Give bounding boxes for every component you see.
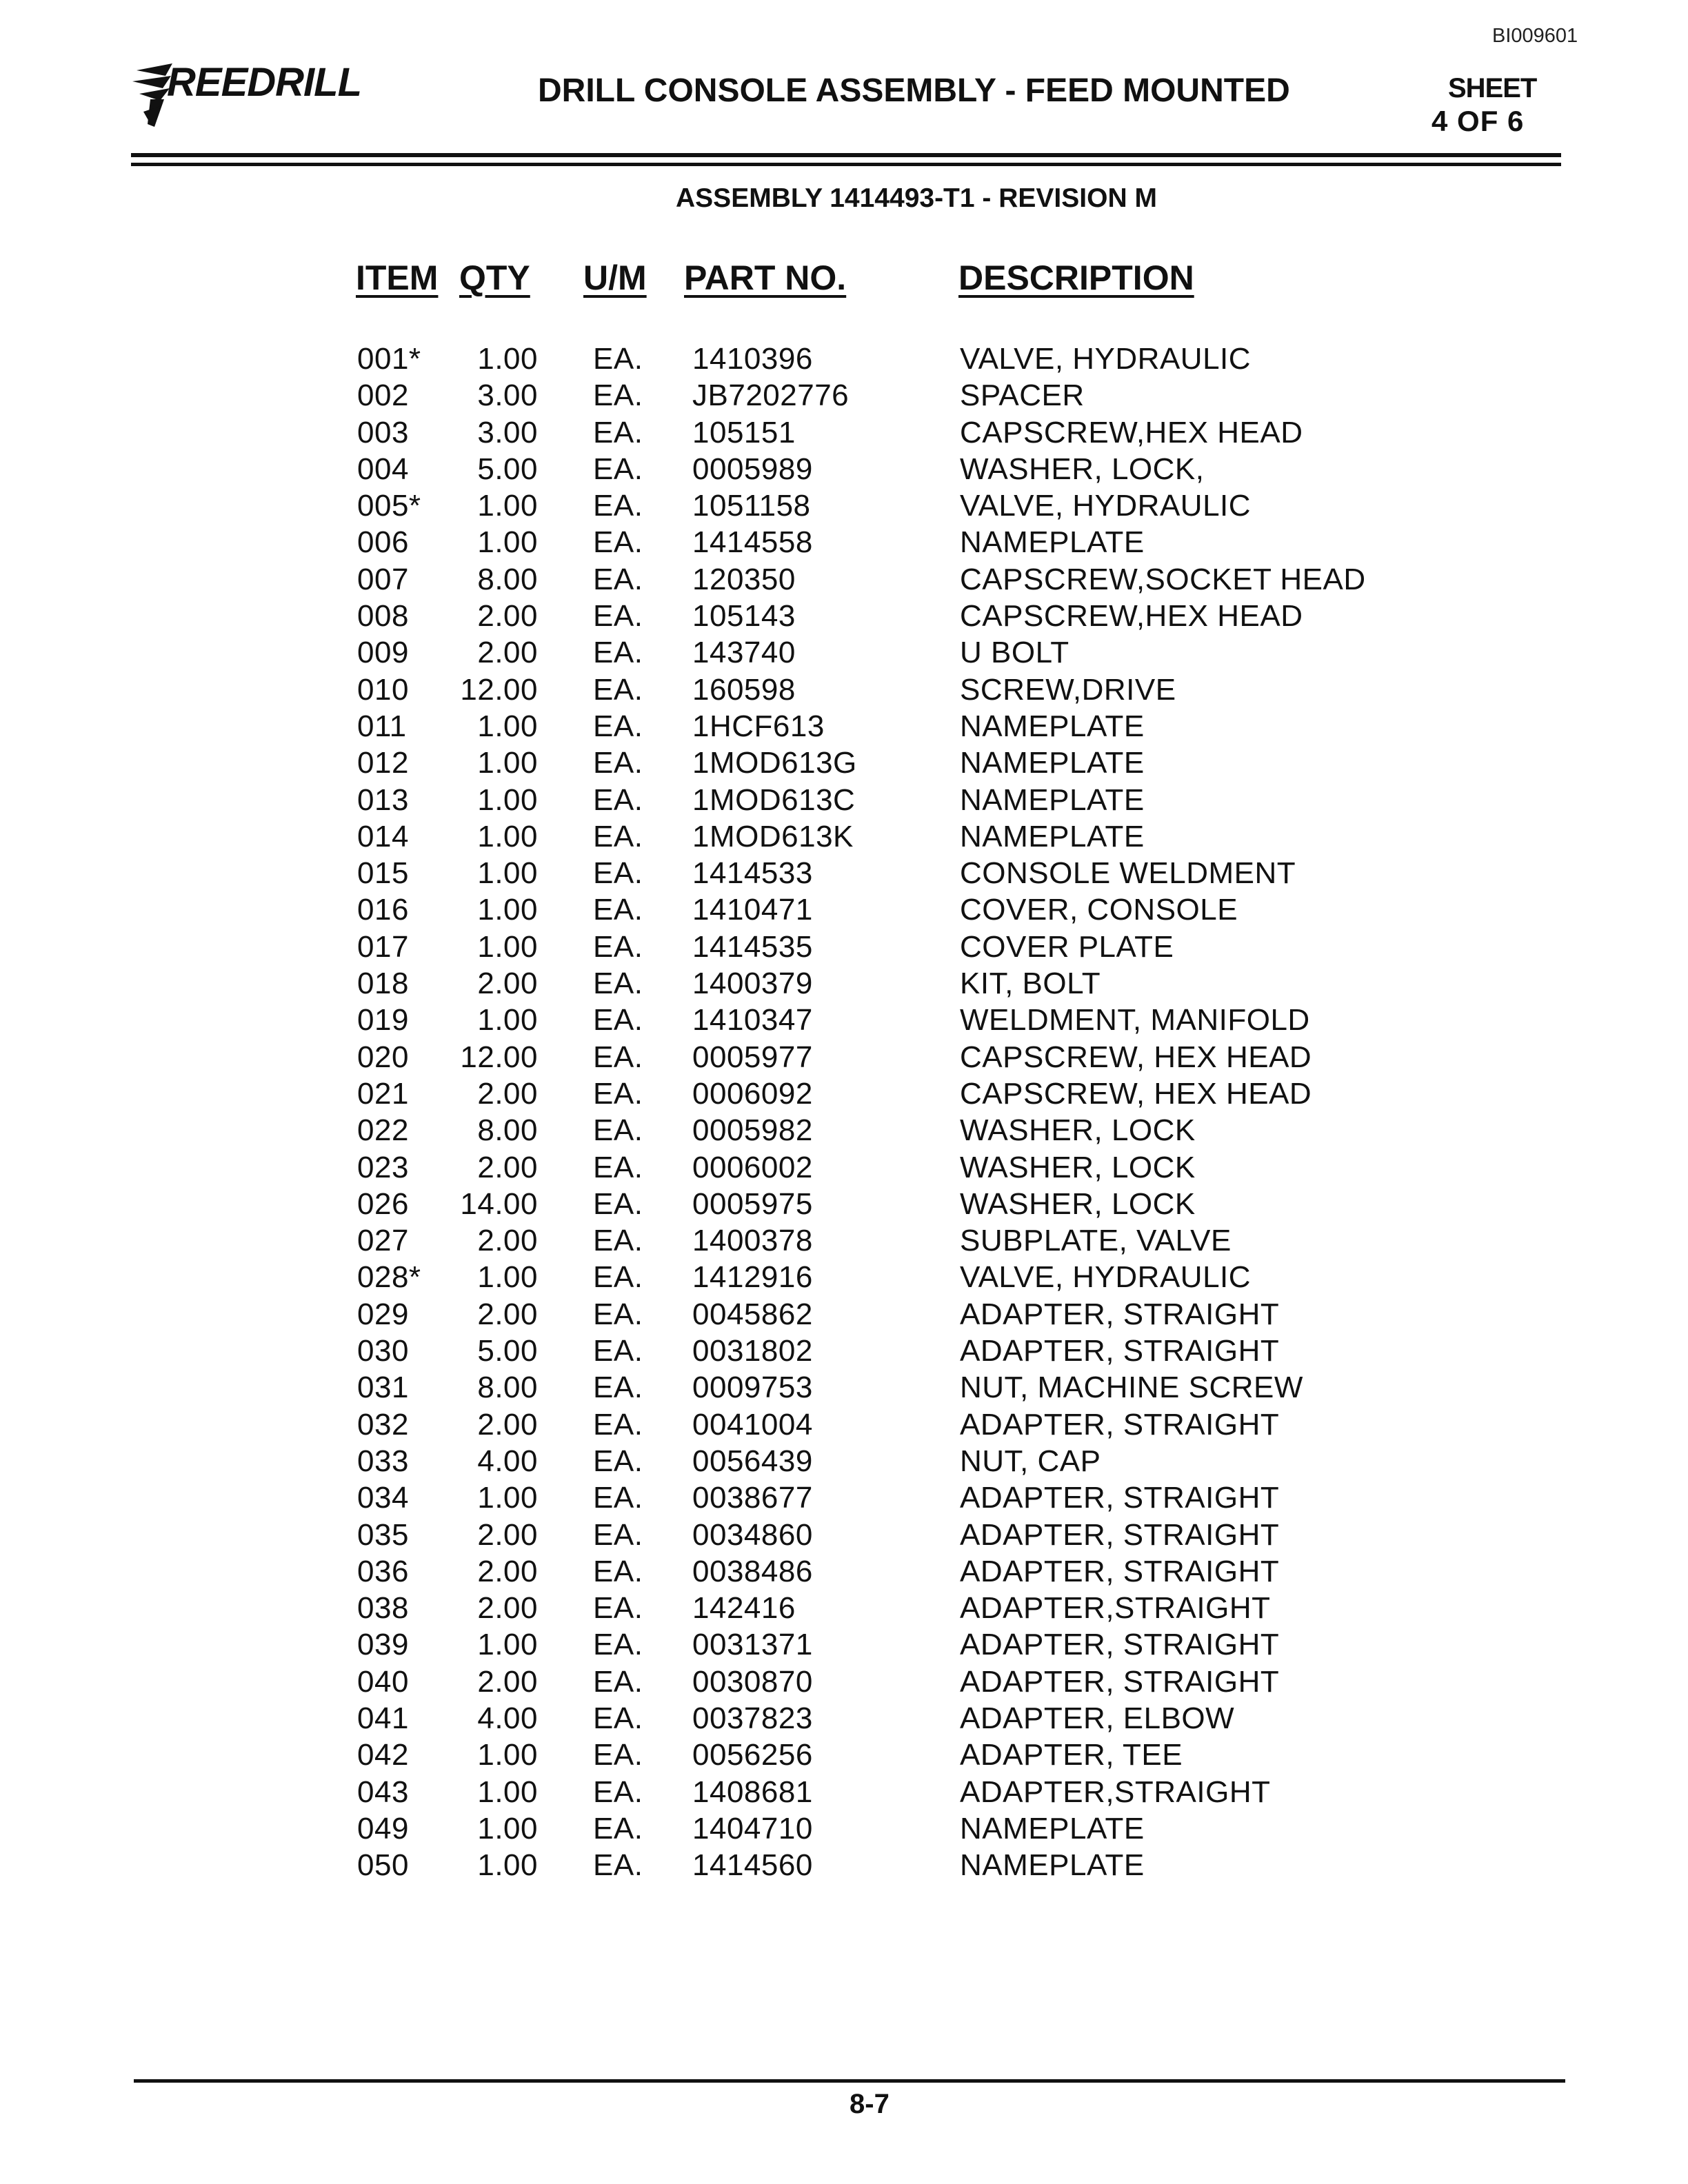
item-number: 015 [357, 856, 409, 891]
unit-of-measure: EA. [593, 562, 643, 596]
part-number: 1414533 [692, 856, 813, 891]
quantity: 2.00 [477, 1150, 538, 1184]
table-row [0, 1443, 1688, 1479]
quantity: 1.00 [477, 782, 538, 817]
table-row [0, 1479, 1688, 1516]
description: ADAPTER, STRAIGHT [960, 1664, 1280, 1699]
item-number: 050 [357, 1848, 409, 1883]
part-number: 0031371 [692, 1628, 813, 1662]
unit-of-measure: EA. [593, 1113, 643, 1148]
quantity: 8.00 [477, 562, 538, 596]
part-number: 1412916 [692, 1260, 813, 1295]
part-number: 0005975 [692, 1186, 813, 1221]
item-number: 031 [357, 1371, 409, 1405]
description: NUT, CAP [960, 1444, 1101, 1478]
part-number: 1MOD613G [692, 746, 857, 780]
table-row [0, 1810, 1688, 1847]
part-number: 142416 [692, 1591, 796, 1626]
sheet-label: SHEET [1448, 73, 1537, 103]
table-row [0, 965, 1688, 1002]
description: ADAPTER, TEE [960, 1738, 1183, 1772]
unit-of-measure: EA. [593, 1407, 643, 1442]
description: NAMEPLATE [960, 819, 1145, 853]
item-number: 018 [357, 967, 409, 1001]
part-number: 0038486 [692, 1554, 813, 1588]
quantity: 2.00 [477, 1407, 538, 1442]
description: ADAPTER, STRAIGHT [960, 1628, 1280, 1662]
item-number: 042 [357, 1738, 409, 1772]
table-row [0, 1333, 1688, 1369]
item-number: 036 [357, 1554, 409, 1588]
item-number: 033 [357, 1444, 409, 1478]
item-number: 001* [357, 342, 421, 376]
table-row [0, 1406, 1688, 1443]
table-row [0, 891, 1688, 928]
unit-of-measure: EA. [593, 672, 643, 707]
table-row [0, 561, 1688, 598]
part-number: 105143 [692, 599, 796, 634]
quantity: 12.00 [460, 672, 538, 707]
unit-of-measure: EA. [593, 1444, 643, 1478]
header-rule-top [131, 153, 1561, 157]
table-row [0, 1002, 1688, 1038]
unit-of-measure: EA. [593, 599, 643, 634]
table-row [0, 1222, 1688, 1259]
description: WELDMENT, MANIFOLD [960, 1003, 1310, 1038]
description: WASHER, LOCK [960, 1150, 1196, 1184]
table-row [0, 855, 1688, 891]
item-number: 010 [357, 672, 409, 707]
table-row [0, 1590, 1688, 1626]
item-number: 049 [357, 1811, 409, 1846]
quantity: 3.00 [477, 415, 538, 449]
item-number: 020 [357, 1040, 409, 1074]
unit-of-measure: EA. [593, 1040, 643, 1074]
part-number: 0038677 [692, 1481, 813, 1515]
description: ADAPTER, STRAIGHT [960, 1407, 1280, 1442]
quantity: 8.00 [477, 1113, 538, 1148]
document-id: BI009601 [1492, 25, 1578, 47]
item-number: 016 [357, 893, 409, 927]
quantity: 2.00 [477, 599, 538, 634]
unit-of-measure: EA. [593, 819, 643, 853]
quantity: 1.00 [477, 856, 538, 891]
unit-of-measure: EA. [593, 1775, 643, 1809]
item-number: 008 [357, 599, 409, 634]
part-number: 1400378 [692, 1224, 813, 1258]
unit-of-measure: EA. [593, 1260, 643, 1295]
table-row [0, 1664, 1688, 1700]
table-row [0, 1186, 1688, 1222]
unit-of-measure: EA. [593, 1371, 643, 1405]
description: ADAPTER, ELBOW [960, 1701, 1235, 1735]
quantity: 1.00 [477, 489, 538, 523]
part-number: 1410396 [692, 342, 813, 376]
item-number: 043 [357, 1775, 409, 1809]
item-number: 009 [357, 636, 409, 670]
item-number: 040 [357, 1664, 409, 1699]
unit-of-measure: EA. [593, 1481, 643, 1515]
part-number: 160598 [692, 672, 796, 707]
table-row [0, 929, 1688, 965]
unit-of-measure: EA. [593, 1076, 643, 1111]
unit-of-measure: EA. [593, 342, 643, 376]
part-number: 0056439 [692, 1444, 813, 1478]
unit-of-measure: EA. [593, 1848, 643, 1883]
description: CAPSCREW, HEX HEAD [960, 1076, 1312, 1111]
column-header-um: U/M [583, 259, 647, 297]
description: SCREW,DRIVE [960, 672, 1176, 707]
item-number: 023 [357, 1150, 409, 1184]
table-row [0, 1149, 1688, 1186]
part-number: 1404710 [692, 1811, 813, 1846]
unit-of-measure: EA. [593, 1811, 643, 1846]
footer-rule [134, 2079, 1565, 2083]
part-number: 1051158 [692, 489, 811, 523]
table-row [0, 1700, 1688, 1737]
table-row [0, 451, 1688, 487]
quantity: 2.00 [477, 1076, 538, 1111]
table-row [0, 1369, 1688, 1406]
column-header-item: ITEM [356, 259, 439, 297]
unit-of-measure: EA. [593, 636, 643, 670]
item-number: 012 [357, 746, 409, 780]
quantity: 2.00 [477, 1554, 538, 1588]
unit-of-measure: EA. [593, 1003, 643, 1038]
unit-of-measure: EA. [593, 746, 643, 780]
unit-of-measure: EA. [593, 1186, 643, 1221]
part-number: 1410471 [692, 893, 813, 927]
table-row [0, 377, 1688, 414]
description: ADAPTER, STRAIGHT [960, 1517, 1280, 1552]
description: WASHER, LOCK, [960, 452, 1205, 486]
table-row [0, 671, 1688, 708]
description: NAMEPLATE [960, 782, 1145, 817]
description: VALVE, HYDRAULIC [960, 1260, 1252, 1295]
item-number: 038 [357, 1591, 409, 1626]
description: NAMEPLATE [960, 1848, 1145, 1883]
quantity: 2.00 [477, 1517, 538, 1552]
table-row [0, 1517, 1688, 1553]
item-number: 030 [357, 1334, 409, 1368]
item-number: 014 [357, 819, 409, 853]
unit-of-measure: EA. [593, 1554, 643, 1588]
quantity: 5.00 [477, 1334, 538, 1368]
table-row [0, 1626, 1688, 1663]
quantity: 2.00 [477, 967, 538, 1001]
table-row [0, 598, 1688, 634]
item-number: 005* [357, 489, 421, 523]
description: COVER PLATE [960, 929, 1174, 964]
part-number: 0056256 [692, 1738, 813, 1772]
description: NAMEPLATE [960, 1811, 1145, 1846]
unit-of-measure: EA. [593, 1664, 643, 1699]
part-number: 0005977 [692, 1040, 813, 1074]
quantity: 1.00 [477, 709, 538, 743]
header-rule-bottom [131, 163, 1561, 166]
table-row [0, 1737, 1688, 1773]
description: WASHER, LOCK [960, 1186, 1196, 1221]
table-row [0, 1847, 1688, 1883]
description: U BOLT [960, 636, 1069, 670]
unit-of-measure: EA. [593, 856, 643, 891]
description: NAMEPLATE [960, 709, 1145, 743]
part-number: 1MOD613K [692, 819, 854, 853]
quantity: 1.00 [477, 1738, 538, 1772]
part-number: 0006092 [692, 1076, 813, 1111]
quantity: 1.00 [477, 342, 538, 376]
quantity: 2.00 [477, 1664, 538, 1699]
table-row [0, 818, 1688, 855]
quantity: 8.00 [477, 1371, 538, 1405]
part-number: 1414535 [692, 929, 813, 964]
item-number: 017 [357, 929, 409, 964]
unit-of-measure: EA. [593, 415, 643, 449]
quantity: 12.00 [460, 1040, 538, 1074]
quantity: 4.00 [477, 1701, 538, 1735]
table-row [0, 1774, 1688, 1810]
unit-of-measure: EA. [593, 1517, 643, 1552]
table-row [0, 634, 1688, 671]
quantity: 4.00 [477, 1444, 538, 1478]
item-number: 021 [357, 1076, 409, 1111]
unit-of-measure: EA. [593, 1628, 643, 1662]
quantity: 1.00 [477, 929, 538, 964]
sheet-number: 4 OF 6 [1431, 105, 1525, 137]
assembly-revision: ASSEMBLY 1414493-T1 - REVISION M [676, 183, 1157, 213]
description: KIT, BOLT [960, 967, 1101, 1001]
unit-of-measure: EA. [593, 782, 643, 817]
quantity: 14.00 [460, 1186, 538, 1221]
unit-of-measure: EA. [593, 1701, 643, 1735]
table-row [0, 1553, 1688, 1590]
description: NUT, MACHINE SCREW [960, 1371, 1303, 1405]
table-row [0, 487, 1688, 524]
part-number: 0037823 [692, 1701, 813, 1735]
description: ADAPTER,STRAIGHT [960, 1591, 1271, 1626]
table-row [0, 1075, 1688, 1112]
brand-wordmark: REEDRILL [167, 60, 361, 105]
description: SUBPLATE, VALVE [960, 1224, 1232, 1258]
part-number: 143740 [692, 636, 796, 670]
item-number: 002 [357, 378, 409, 413]
description: NAMEPLATE [960, 525, 1145, 560]
part-number: 0041004 [692, 1407, 813, 1442]
table-row [0, 782, 1688, 818]
part-number: 1MOD613C [692, 782, 856, 817]
quantity: 5.00 [477, 452, 538, 486]
unit-of-measure: EA. [593, 967, 643, 1001]
part-number: 0005989 [692, 452, 813, 486]
item-number: 007 [357, 562, 409, 596]
item-number: 041 [357, 1701, 409, 1735]
quantity: 2.00 [477, 1224, 538, 1258]
description: ADAPTER, STRAIGHT [960, 1297, 1280, 1331]
unit-of-measure: EA. [593, 378, 643, 413]
item-number: 013 [357, 782, 409, 817]
part-number: 1414558 [692, 525, 813, 560]
description: WASHER, LOCK [960, 1113, 1196, 1148]
item-number: 034 [357, 1481, 409, 1515]
item-number: 004 [357, 452, 409, 486]
item-number: 035 [357, 1517, 409, 1552]
quantity: 1.00 [477, 1628, 538, 1662]
quantity: 1.00 [477, 1848, 538, 1883]
quantity: 1.00 [477, 1811, 538, 1846]
quantity: 2.00 [477, 1297, 538, 1331]
unit-of-measure: EA. [593, 1591, 643, 1626]
description: COVER, CONSOLE [960, 893, 1238, 927]
description: VALVE, HYDRAULIC [960, 489, 1252, 523]
table-row [0, 1259, 1688, 1295]
quantity: 1.00 [477, 746, 538, 780]
item-number: 003 [357, 415, 409, 449]
quantity: 1.00 [477, 893, 538, 927]
description: NAMEPLATE [960, 746, 1145, 780]
part-number: JB7202776 [692, 378, 850, 413]
quantity: 1.00 [477, 1775, 538, 1809]
description: ADAPTER,STRAIGHT [960, 1775, 1271, 1809]
item-number: 032 [357, 1407, 409, 1442]
table-row [0, 1296, 1688, 1333]
description: ADAPTER, STRAIGHT [960, 1554, 1280, 1588]
part-number: 0005982 [692, 1113, 813, 1148]
quantity: 2.00 [477, 636, 538, 670]
part-number: 0030870 [692, 1664, 813, 1699]
quantity: 1.00 [477, 1481, 538, 1515]
description: CONSOLE WELDMENT [960, 856, 1296, 891]
quantity: 1.00 [477, 1260, 538, 1295]
column-header-qty: QTY [459, 259, 530, 297]
table-row [0, 341, 1688, 377]
brand-logo [130, 58, 364, 134]
column-header-part: PART NO. [684, 259, 847, 297]
item-number: 026 [357, 1186, 409, 1221]
part-number: 1408681 [692, 1775, 813, 1809]
part-number: 0045862 [692, 1297, 813, 1331]
part-number: 0034860 [692, 1517, 813, 1552]
table-row [0, 708, 1688, 745]
unit-of-measure: EA. [593, 489, 643, 523]
column-header-description: DESCRIPTION [958, 259, 1194, 297]
unit-of-measure: EA. [593, 929, 643, 964]
unit-of-measure: EA. [593, 1738, 643, 1772]
unit-of-measure: EA. [593, 525, 643, 560]
table-row [0, 1112, 1688, 1149]
description: CAPSCREW,SOCKET HEAD [960, 562, 1366, 596]
table-row [0, 414, 1688, 451]
item-number: 011 [357, 709, 407, 743]
part-number: 1410347 [692, 1003, 813, 1038]
quantity: 2.00 [477, 1591, 538, 1626]
unit-of-measure: EA. [593, 452, 643, 486]
part-number: 0031802 [692, 1334, 813, 1368]
description: VALVE, HYDRAULIC [960, 342, 1252, 376]
unit-of-measure: EA. [593, 893, 643, 927]
quantity: 3.00 [477, 378, 538, 413]
item-number: 006 [357, 525, 409, 560]
table-row [0, 745, 1688, 781]
description: ADAPTER, STRAIGHT [960, 1481, 1280, 1515]
item-number: 039 [357, 1628, 409, 1662]
description: CAPSCREW,HEX HEAD [960, 599, 1303, 634]
part-number: 120350 [692, 562, 796, 596]
unit-of-measure: EA. [593, 1150, 643, 1184]
unit-of-measure: EA. [593, 1334, 643, 1368]
item-number: 028* [357, 1260, 421, 1295]
part-number: 0009753 [692, 1371, 813, 1405]
table-row [0, 524, 1688, 560]
description: CAPSCREW, HEX HEAD [960, 1040, 1312, 1074]
quantity: 1.00 [477, 525, 538, 560]
part-number: 1HCF613 [692, 709, 825, 743]
table-row [0, 1039, 1688, 1075]
parts-list [0, 341, 1688, 1883]
document-title: DRILL CONSOLE ASSEMBLY - FEED MOUNTED [538, 72, 1290, 109]
unit-of-measure: EA. [593, 1224, 643, 1258]
description: ADAPTER, STRAIGHT [960, 1334, 1280, 1368]
unit-of-measure: EA. [593, 709, 643, 743]
part-number: 1400379 [692, 967, 813, 1001]
item-number: 029 [357, 1297, 409, 1331]
part-number: 105151 [692, 415, 796, 449]
item-number: 022 [357, 1113, 409, 1148]
part-number: 0006002 [692, 1150, 813, 1184]
quantity: 1.00 [477, 819, 538, 853]
quantity: 1.00 [477, 1003, 538, 1038]
item-number: 019 [357, 1003, 409, 1038]
description: SPACER [960, 378, 1085, 413]
description: CAPSCREW,HEX HEAD [960, 415, 1303, 449]
page-number: 8-7 [850, 2089, 890, 2119]
item-number: 027 [357, 1224, 409, 1258]
unit-of-measure: EA. [593, 1297, 643, 1331]
part-number: 1414560 [692, 1848, 813, 1883]
